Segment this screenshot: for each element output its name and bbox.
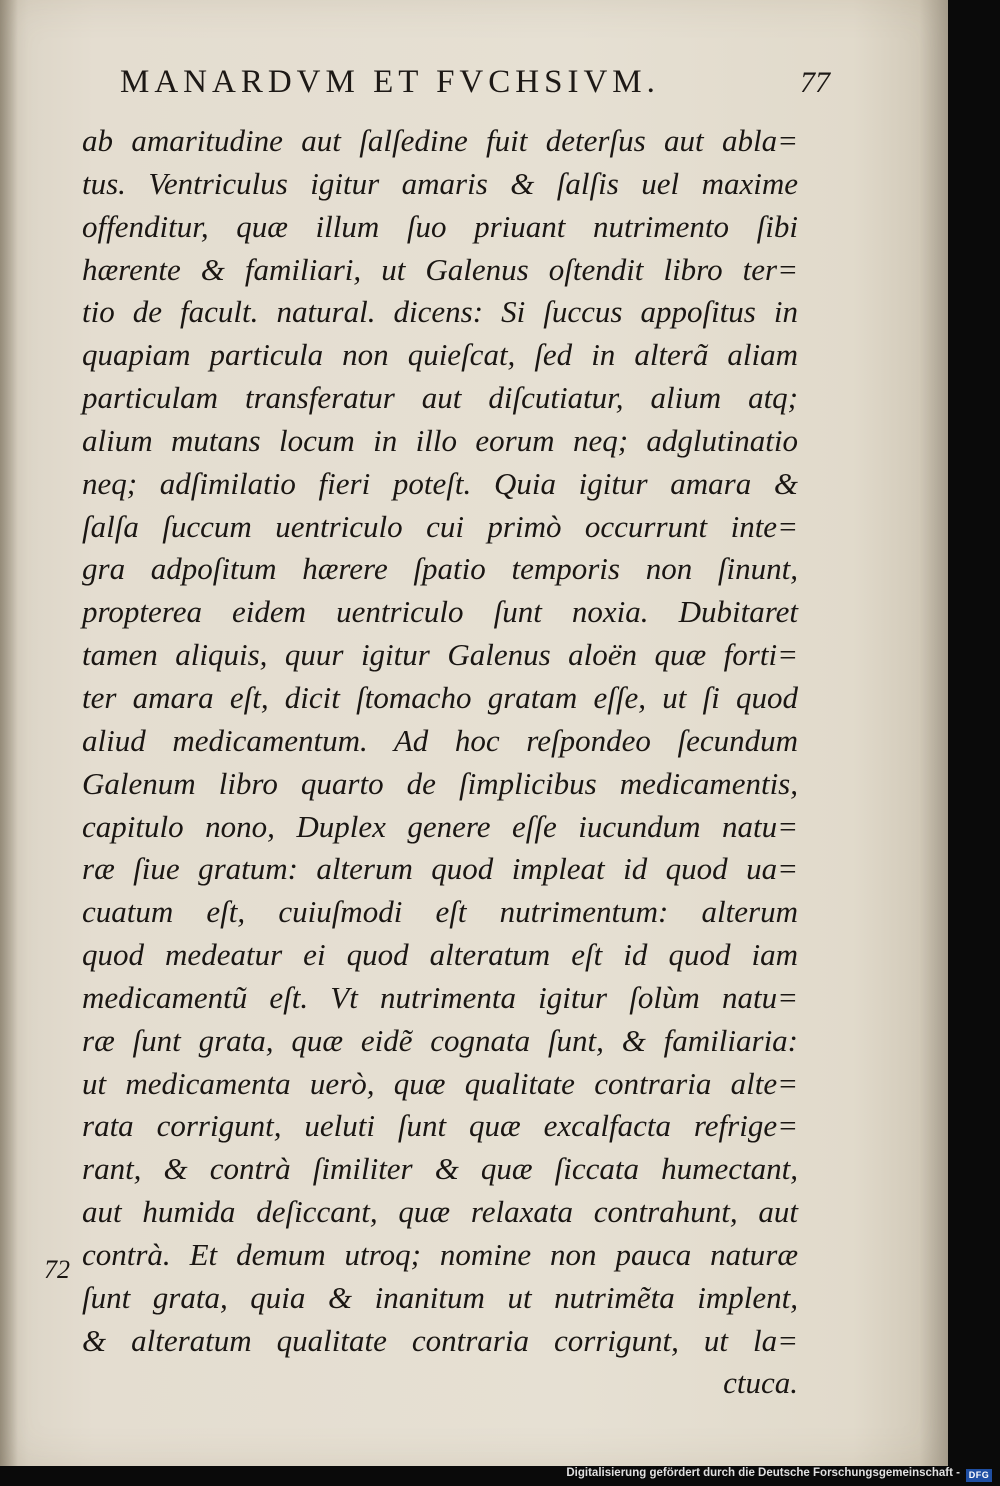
text-line: particulam transferatur aut diſcutiatur, alium atq; xyxy=(82,380,798,416)
text-line: aliud medicamentum. Ad hoc reſpondeo ſecundum xyxy=(82,722,798,758)
text-line: ræ ſiue gratum: alterum quod impleat id quod ua= xyxy=(82,851,798,887)
funding-credit: Digitalisierung gefördert durch die Deutsche Forschungsgemeinschaft - xyxy=(566,1467,960,1479)
text-line: ab amaritudine aut ſalſedine fuit deterſus aut abla= xyxy=(82,123,798,158)
running-head xyxy=(120,64,830,108)
text-line: hærente & familiari, ut Galenus oſtendit libro ter= xyxy=(82,251,798,287)
dfg-logo: DFG xyxy=(966,1469,992,1482)
text-line: ctuca. xyxy=(723,1365,798,1401)
text-line: alium mutans locum in illo eorum neq; adglutinatio xyxy=(82,422,798,458)
text-line: & alteratum qualitate contraria corrigunt, ut la= xyxy=(82,1322,798,1358)
text-line: ræ ſunt grata, quæ eidẽ cognata ſunt, & familiaria: xyxy=(82,1022,798,1058)
text-line: offenditur, quæ illum ſuo priuant nutrimento ſibi xyxy=(82,208,798,244)
running-title: MANARDVM ET FVCHSIVM. xyxy=(120,64,660,100)
text-line: cuatum eſt, cuiuſmodi eſt nutrimentum: alterum xyxy=(82,894,798,930)
text-line: aut humida deſiccant, quæ relaxata contrahunt, aut xyxy=(82,1194,798,1230)
page-number: 77 xyxy=(800,66,830,99)
text-line: Galenum libro quarto de ſimplicibus medicamentis, xyxy=(82,765,798,801)
text-line: quod medeatur ei quod alteratum eſt id quod iam xyxy=(82,937,798,973)
text-line: ut medicamenta uerò, quæ qualitate contraria alte= xyxy=(82,1065,798,1101)
text-line: tus. Ventriculus igitur amaris & ſalſis uel maxime xyxy=(82,165,798,201)
text-line: ter amara eſt, dicit ſtomacho gratam eſſe, ut ſi quod xyxy=(82,679,798,715)
text-line: tio de facult. natural. dicens: Si ſuccus appoſitus in xyxy=(82,294,798,330)
text-line: capitulo nono, Duplex genere eſſe iucundum natu= xyxy=(82,808,798,844)
text-line: neq; adſimilatio fieri poteſt. Quia igitur amara & xyxy=(82,465,798,501)
body-text xyxy=(82,120,798,1405)
spine-shadow xyxy=(0,0,18,1466)
margin-note: 72 xyxy=(44,1255,70,1284)
text-line: ſalſa ſuccum uentriculo cui primò occurrunt inte= xyxy=(82,508,798,544)
text-line: quapiam particula non quieſcat, ſed in alterã aliam xyxy=(82,337,798,373)
text-line: propterea eidem uentriculo ſunt noxia. Dubitaret xyxy=(82,594,798,630)
text-line: gra adpoſitum hærere ſpatio temporis non ſinunt, xyxy=(82,551,798,587)
text-line: rant, & contrà ſimiliter & quæ ſiccata humectant, xyxy=(82,1151,798,1187)
text-line: tamen aliquis, quur igitur Galenus aloën quæ forti= xyxy=(82,637,798,673)
text-line: medicamentũ eſt. Vt nutrimenta igitur ſolùm natu= xyxy=(82,979,798,1015)
text-line: rata corrigunt, ueluti ſunt quæ excalfacta refrige= xyxy=(82,1108,798,1144)
text-line: contrà. Et demum utroq; nomine non pauca naturæ xyxy=(82,1236,798,1272)
text-line: ſunt grata, quia & inanitum ut nutrimẽta implent, xyxy=(82,1279,798,1315)
